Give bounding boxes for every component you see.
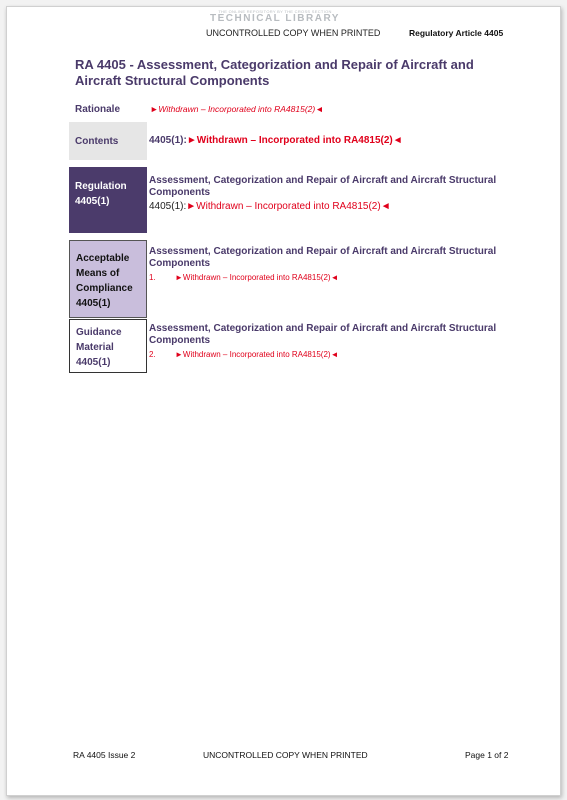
regulation-box [69, 167, 147, 233]
gm-label-line-1: Guidance [76, 327, 122, 338]
gm-title: Assessment, Categorization and Repair of Aircraft and Aircraft Structural Components [149, 323, 497, 346]
contents-label: Contents [75, 135, 119, 147]
watermark-small-text: THE ONLINE REPOSITORY BY THE CROSS SECTION [218, 9, 332, 14]
gm-content [149, 323, 499, 359]
marker-open-icon: ► [186, 201, 197, 212]
contents-text: Withdrawn – Incorporated into RA4815(2) [196, 135, 393, 146]
gm-box [69, 319, 147, 373]
amc-text: Withdrawn – Incorporated into RA4815(2) [182, 273, 331, 282]
footer-uncontrolled-copy: UNCONTROLLED COPY WHEN PRINTED [203, 750, 368, 760]
contents-box [69, 122, 147, 160]
amc-label-line-3: Compliance [76, 283, 133, 294]
amc-withdrawn-line [149, 273, 499, 282]
gm-ref: 4405(1) [76, 357, 111, 368]
amc-title: Assessment, Categorization and Repair of Aircraft and Aircraft Structural Components [149, 246, 497, 269]
marker-close-icon: ◄ [330, 350, 339, 359]
header-uncontrolled-copy: UNCONTROLLED COPY WHEN PRINTED [206, 28, 381, 38]
regulation-title: Assessment, Categorization and Repair of Aircraft and Aircraft Structural Components [149, 175, 497, 198]
regulation-ref: 4405(1) [75, 196, 110, 207]
footer-issue: RA 4405 Issue 2 [73, 750, 136, 760]
rationale-content [150, 104, 324, 114]
marker-open-icon: ► [186, 135, 197, 146]
gm-label-line-2: Material [76, 342, 114, 353]
footer-page-number: Page 1 of 2 [465, 750, 509, 760]
amc-content [149, 246, 499, 282]
marker-close-icon: ◄ [330, 273, 339, 282]
gm-withdrawn-line [149, 350, 499, 359]
marker-open-icon: ► [175, 273, 183, 282]
amc-label-line-2: Means of [76, 268, 120, 279]
amc-box [69, 240, 147, 318]
header-article-number: Regulatory Article 4405 [409, 28, 504, 38]
regulation-prefix: 4405(1): [149, 201, 187, 212]
page-title: RA 4405 - Assessment, Categorization and Repair of Aircraft and Aircraft Structural Components [75, 57, 474, 88]
contents-content [149, 135, 403, 146]
amc-label-line-1: Acceptable [76, 253, 130, 264]
marker-close-icon: ◄ [315, 104, 324, 114]
rationale-text: Withdrawn – Incorporated into RA4815(2) [158, 104, 316, 114]
amc-ref: 4405(1) [76, 298, 111, 309]
contents-prefix: 4405(1): [149, 135, 187, 146]
technical-library-watermark [195, 9, 355, 24]
gm-text: Withdrawn – Incorporated into RA4815(2) [182, 350, 331, 359]
watermark-title: TECHNICAL LIBRARY [210, 13, 340, 24]
rationale-label: Rationale [75, 104, 121, 115]
amc-number: 1. [149, 273, 156, 282]
regulation-content [149, 175, 499, 213]
gm-number: 2. [149, 350, 156, 359]
document-page [6, 6, 561, 796]
regulation-text: Withdrawn – Incorporated into RA4815(2) [196, 201, 381, 212]
regulation-withdrawn-line [149, 200, 499, 213]
marker-open-icon: ► [175, 350, 183, 359]
marker-close-icon: ◄ [380, 201, 391, 212]
marker-open-icon: ► [150, 104, 159, 114]
regulation-label: Regulation [75, 181, 127, 192]
marker-close-icon: ◄ [392, 135, 403, 146]
